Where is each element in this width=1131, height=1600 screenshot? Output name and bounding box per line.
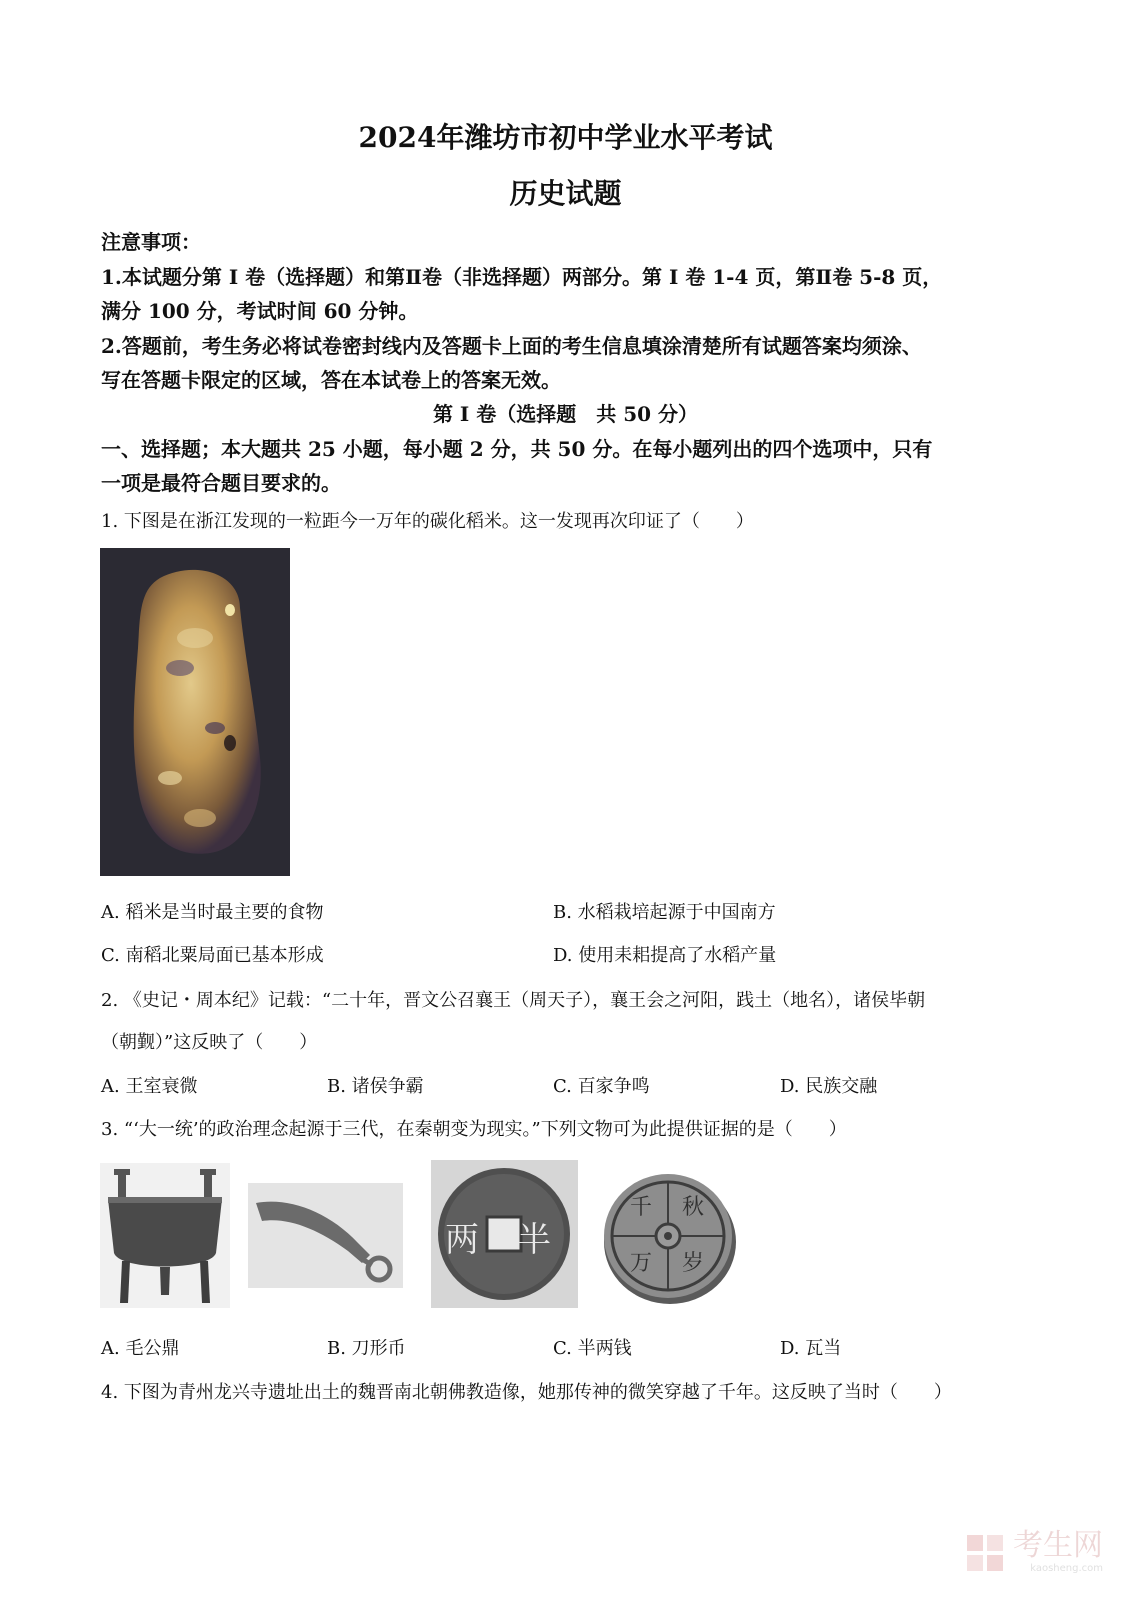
notes-line-2b: 写在答题卡限定的区域，答在本试卷上的答案无效。 [101,368,561,392]
q1-option-a: A. 稻米是当时最主要的食物 [101,902,324,923]
q1-option-c: C. 南稻北粟局面已基本形成 [101,945,324,966]
tile-char-1: 千 [630,1195,653,1220]
wadang-tile-graphic [598,1162,738,1310]
notes-line-1a: 1.本试题分第 I 卷（选择题）和第Ⅱ卷（非选择题）两部分。第 I 卷 1-4 页，第Ⅱ卷 5-8 页， [101,265,943,289]
knife-coin-graphic [248,1183,403,1288]
q2-stem-a: 2. 《史记・周本纪》记载：“二十年，晋文公召襄王（周天子），襄王会之河阳，践土（地名），诸侯毕朝 [101,990,926,1011]
notes-heading: 注意事项： [101,230,201,254]
rice-grain-image [100,548,290,876]
q2-option-a: A. 王室衰微 [101,1076,198,1097]
coin-char-right: 半 [517,1220,551,1260]
q2-option-d: D. 民族交融 [780,1076,878,1097]
page-title: 2024年潍坊市初中学业水平考试 [358,121,773,154]
wadang-tile-image [598,1162,738,1310]
page-subtitle: 历史试题 [509,177,622,210]
q2-option-b: B. 诸侯争霸 [327,1076,424,1097]
q3-option-a: A. 毛公鼎 [101,1338,180,1359]
q3-option-c: C. 半两钱 [553,1338,632,1359]
watermark-subtext: kaosheng.com [1030,1563,1103,1574]
rice-grain-graphic [100,548,290,876]
tile-char-2: 秋 [682,1195,705,1220]
q2-stem-b: （朝觐）”这反映了（ ） [101,1032,318,1053]
q3-option-b: B. 刀形币 [327,1338,406,1359]
section-instructions-b: 一项是最符合题目要求的。 [101,471,341,495]
q3-option-d: D. 瓦当 [780,1338,842,1359]
watermark [965,1528,1103,1574]
ding-vessel-graphic [100,1163,230,1308]
coin-char-left: 两 [445,1220,479,1260]
q1-option-d: D. 使用耒耜提高了水稻产量 [553,945,777,966]
notes-line-2a: 2.答题前，考生务必将试卷密封线内及答题卡上面的考生信息填涂清楚所有试题答案均须涂、 [101,334,922,358]
q2-option-c: C. 百家争鸣 [553,1076,650,1097]
q1-option-b: B. 水稻栽培起源于中国南方 [553,902,776,923]
watermark-text: 考生网 [1013,1528,1103,1563]
tile-char-3: 万 [630,1251,653,1276]
q3-stem: 3. “‘大一统’的政治理念起源于三代，在秦朝变为现实。”下列文物可为此提供证据的是（ ） [101,1119,847,1140]
ding-vessel-image [100,1163,230,1308]
section-title: 第 I 卷（选择题 共 50 分） [432,402,699,426]
tile-char-4: 岁 [682,1251,705,1276]
knife-coin-image [248,1183,403,1288]
notes-line-1b: 满分 100 分，考试时间 60 分钟。 [101,299,419,323]
ban-liang-coin-image [431,1160,578,1308]
q4-stem: 4. 下图为青州龙兴寺遗址出土的魏晋南北朝佛教造像，她那传神的微笑穿越了千年。这反映了当时（ ） [101,1382,952,1403]
kaosheng-logo-icon [965,1533,1005,1573]
q1-stem: 1. 下图是在浙江发现的一粒距今一万年的碳化稻米。这一发现再次印证了（ ） [101,511,754,532]
section-instructions-a: 一、选择题；本大题共 25 小题，每小题 2 分，共 50 分。在每小题列出的四个选项中，只有 [101,437,933,461]
